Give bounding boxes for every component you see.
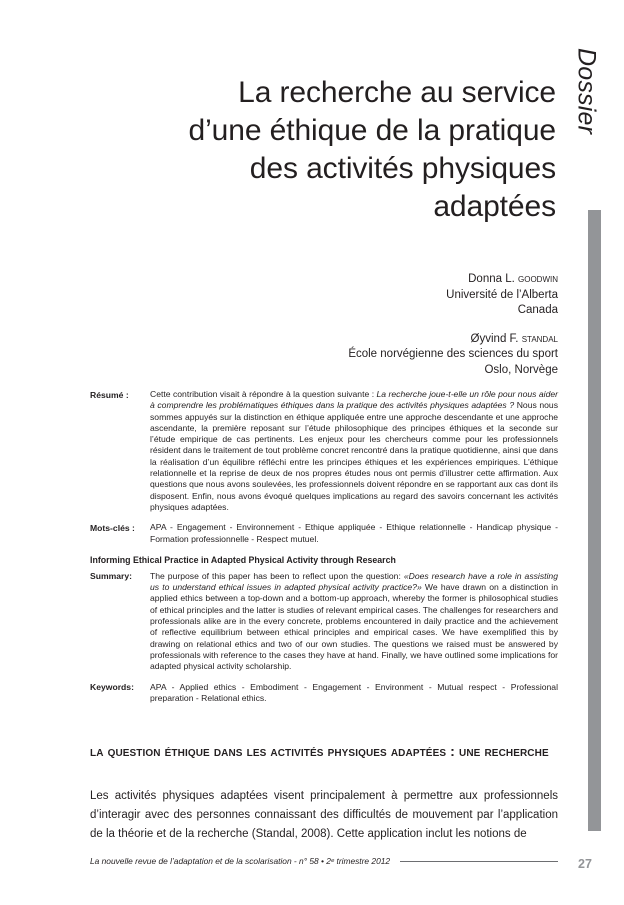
abstract-en-row (90, 571, 558, 673)
keywords-en-text: APA - Applied ethics - Embodiment - Engagement - Environment - Mutual respect - Professional preparation - Relational ethics. (150, 681, 558, 703)
author-affiliation-2: École norvégienne des sciences du sport (348, 348, 558, 360)
author-entry-1 (250, 272, 558, 319)
abstract-en-question: «Does research have a role in assisting us to understand ethical issues in adapted physical activity practice?» (150, 570, 558, 593)
title-line-1: La recherche au service (238, 76, 556, 109)
footer (90, 856, 558, 866)
author-last-1: goodwin (518, 273, 558, 285)
keywords-en-row (90, 682, 558, 705)
page-title (90, 74, 556, 226)
keywords-fr-label: Mots-clés : (90, 522, 135, 533)
keywords-fr-text: APA - Engagement - Environnement - Ethique appliquée - Ethique relationnelle - Handicap physique - Formation professionnelle - Respect mutuel. (150, 522, 558, 544)
author-block (250, 272, 558, 378)
author-first-1: Donna L. (468, 273, 518, 285)
abstract-en-part-2: We have drawn on a distinction in applied ethics between a top-down and a bottom-up approach, whereby the former is philosophical studies of ethical principles and the latter is studies of relevant empirical cases. The challenges for researchers and professionals alike are in the every concrete, problems encountered in daily practice and the achievement of reflective equilibrium between ethical principles and empirical cases. We have exemplified this by drawing on relational ethics and two of our own studies. The questions we raised must be answered by professionals with reference to the cases they have at hand. Finally, we have outlined some implications for adapted physical activity scholarship. (150, 582, 558, 672)
title-line-2: d’une éthique de la pratique (188, 114, 556, 147)
section-heading: la question éthique dans les activités physiques adaptées : une recherche (90, 744, 549, 760)
abstract-fr-label: Résumé : (90, 389, 129, 400)
author-entry-2 (250, 332, 558, 379)
author-location-1: Canada (517, 304, 558, 316)
abstract-en-part-1: The purpose of this paper has been to reflect upon the question: (150, 570, 404, 581)
footer-citation: La nouvelle revue de l’adaptation et de la scolarisation - n° 58 • 2ᵉ trimestre 2012 (90, 856, 391, 866)
abstract-en-text (144, 571, 558, 673)
footer-divider (400, 861, 558, 862)
title-line-4: adaptées (433, 190, 556, 223)
abstract-fr-part-1: Cette contribution visait à répondre à la question suivante : (150, 389, 377, 399)
abstract-fr-part-2: Nous nous sommes appuyés sur la distinction en éthique appliquée entre une approche descendante et une approche ascendante, la première reposant sur l’étude philosophique des principes éthiques et la seconde sur l’étude empirique de cas pertinents. Les enjeux pour les chercheurs comme pour les professionnels résident dans le traitement de tout problème concret rencontré dans la pratique quotidienne, ainsi que dans la réalisation d’un équilibre réfléchi entre les principes éthiques et les expériences empiriques. L’éthique relationnelle et la reprise de deux de nos propres études nous ont permis d’illustrer cette affirmation. Aux questions que nous avons soulevées, les professionnels doivent répondre en se rapportant aux cas dont ils disposent. Enfin, nous avons évoqué quelques implications au regard des savoirs concernant les activités physiques adaptées. (150, 400, 558, 512)
keywords-fr-row (90, 522, 558, 545)
title-line-3: des activités physiques (249, 152, 556, 185)
abstract-fr-question: La recherche joue-t-elle un rôle pour nous aider à comprendre les problématiques éthiques dans la pratique des activités physiques adaptées ? (150, 389, 558, 411)
keywords-en-label: Keywords: (90, 682, 134, 693)
dossier-tab (566, 48, 606, 208)
author-last-2: standal (521, 332, 558, 345)
dossier-accent-bar (588, 210, 601, 831)
abstract-section (90, 389, 558, 713)
author-location-2: Oslo, Norvège (484, 363, 558, 376)
author-name-1 (250, 272, 558, 288)
body-paragraph: Les activités physiques adaptées visent principalement à permettre aux professionnels d’interagir avec des personnes connaissant des difficultés de mouvement par l’application de la théorie et de la recherche (Standal, 2008). Cette application inclut les notions de (90, 790, 558, 840)
english-title: Informing Ethical Practice in Adapted Physical Activity through Research (90, 554, 396, 565)
author-name-2 (250, 332, 558, 348)
author-affiliation-1: Université de l’Alberta (446, 288, 558, 301)
dossier-label: Dossier (572, 48, 601, 135)
abstract-fr-row (90, 389, 558, 513)
abstract-en-label: Summary: (90, 571, 133, 582)
page-number: 27 (578, 857, 592, 871)
abstract-fr-text (144, 389, 558, 513)
author-first-2: Øyvind F. (470, 332, 522, 345)
